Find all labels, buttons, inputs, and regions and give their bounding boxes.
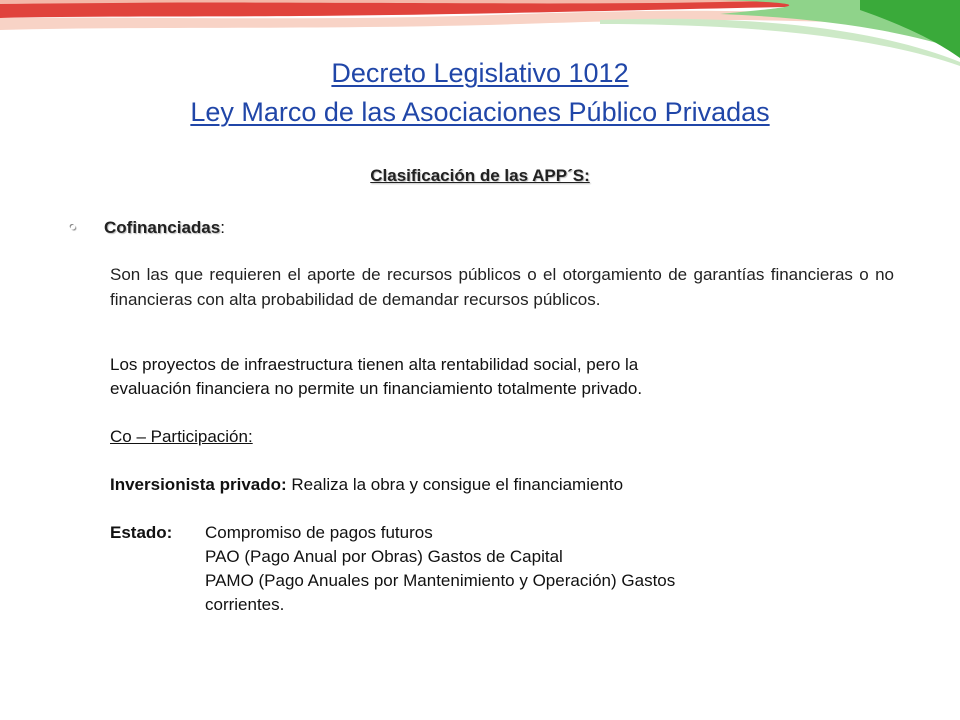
bullet-icon: • [70, 218, 76, 237]
definition-paragraph: Son las que requieren el aporte de recursos públicos o el otorgamiento de garantías financieras o no financieras con alta probabilidad de demandar recursos públicos. [110, 265, 894, 309]
bullet-colon: : [220, 218, 225, 237]
estado-section [110, 521, 810, 617]
title-line-1: Decreto Legislativo 1012 [331, 58, 629, 88]
details-block [110, 353, 810, 617]
bullet-cofinanciadas [70, 218, 225, 238]
title-line-2: Ley Marco de las Asociaciones Público Privadas [190, 97, 770, 127]
estado-label: Estado: [110, 523, 173, 542]
estado-line-1: Compromiso de pagos futuros [205, 523, 433, 542]
projects-line-2: evaluación financiera no permite un financiamiento totalmente privado. [110, 379, 643, 398]
estado-line-2: PAO (Pago Anual por Obras) Gastos de Capital [205, 547, 563, 566]
section-subtitle: Clasificación de las APP´S: [370, 166, 590, 185]
coparticipacion-heading: Co – Participación: [110, 427, 253, 446]
inversionista-label: Inversionista privado: [110, 475, 287, 494]
inversionista-line [110, 473, 810, 497]
projects-line-1: Los proyectos de infraestructura tienen alta rentabilidad social, pero la [110, 355, 639, 374]
estado-line-3: PAMO (Pago Anuales por Mantenimiento y Operación) Gastos [205, 571, 676, 590]
estado-line-4: corrientes. [205, 595, 285, 614]
inversionista-text: Realiza la obra y consigue el financiamiento [286, 475, 624, 494]
bullet-label: Cofinanciadas [104, 218, 221, 237]
